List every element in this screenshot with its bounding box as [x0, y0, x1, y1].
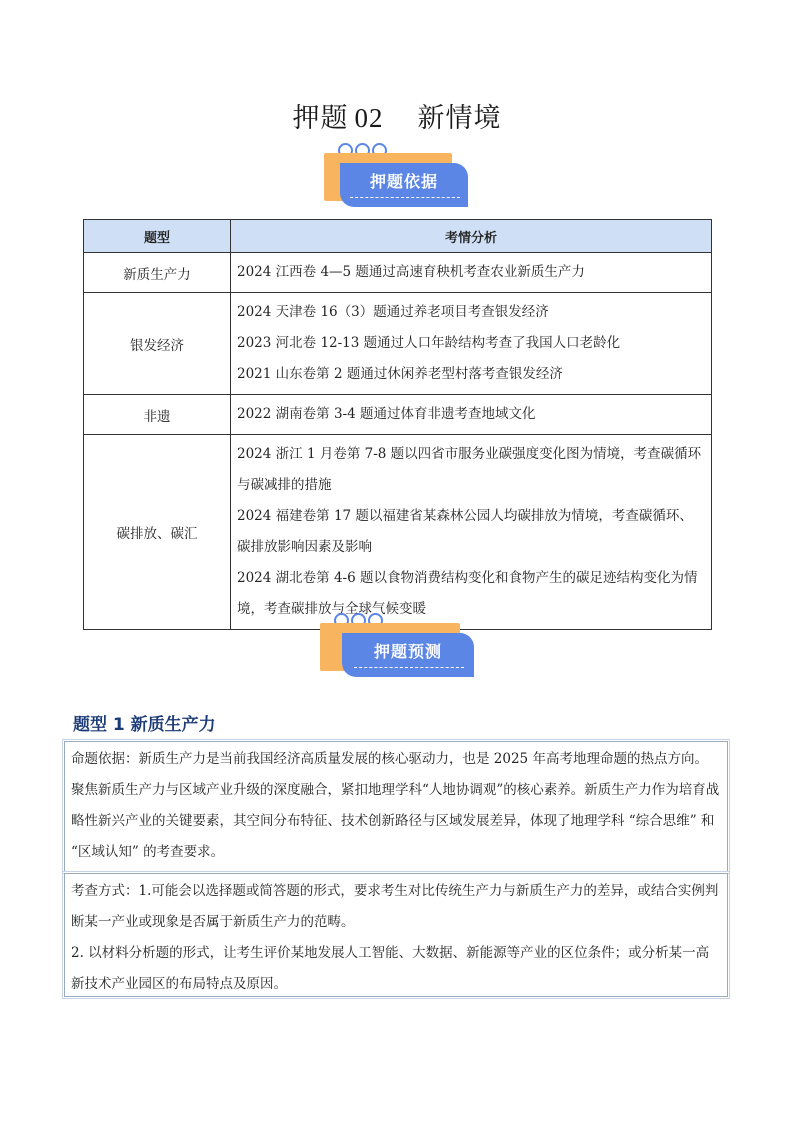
table-row — [84, 253, 712, 293]
exam-method-line: 考查方式：1.可能会以选择题或简答题的形式，要求考生对比传统生产力与新质生产力的差异，或结合实例判断某一产业或现象是否属于新质生产力的范畴。 — [71, 883, 719, 930]
exam-method-box — [64, 873, 728, 997]
analysis-line: 2024 江西卷 4—5 题通过高速育秧机考查农业新质生产力 — [237, 264, 585, 280]
analysis-line: 2022 湖南卷第 3-4 题通过体育非遗考查地域文化 — [237, 406, 536, 422]
table-row — [84, 395, 712, 435]
analysis-line: 2024 湖北卷第 4-6 题以食物消费结构变化和食物产生的碳足迹结构变化为情境，考查碳排放与全球气候变暖 — [237, 570, 698, 617]
proposition-basis-box — [64, 741, 728, 872]
row-type: 碳排放、碳汇 — [84, 435, 231, 630]
analysis-line: 2023 河北卷 12-13 题通过人口年龄结构考查了我国人口老龄化 — [237, 335, 621, 351]
row-analysis — [231, 293, 712, 395]
row-type: 银发经济 — [84, 293, 231, 395]
row-analysis — [231, 435, 712, 630]
row-analysis — [231, 395, 712, 435]
basis-badge — [324, 143, 484, 215]
table-row — [84, 435, 712, 630]
forecast-badge — [320, 613, 480, 685]
proposition-basis-text: 命题依据：新质生产力是当前我国经济高质量发展的核心驱动力，也是 2025 年高考地理命题的热点方向。聚焦新质生产力与区域产业升级的深度融合，紧扣地理学科“人地协调观”的核心素养。新质生产力作为培育战略性新兴产业的关键要素，其空间分布特征、技术创新路径与区域发展差异，体现了地理学科 “综合思维” 和 “区域认知” 的考查要求。 — [71, 751, 720, 860]
title-prefix: 押题 — [292, 103, 349, 134]
analysis-line: 2024 福建卷第 17 题以福建省某森林公园人均碳排放为情境，考查碳循环、碳排放影响因素及影响 — [237, 508, 693, 555]
table-header-row — [84, 220, 712, 253]
forecast-badge-label: 押题预测 — [342, 633, 474, 677]
analysis-line: 2024 浙江 1 月卷第 7-8 题以四省市服务业碳强度变化图为情境，考查碳循环与碳减排的措施 — [237, 446, 702, 493]
table-row — [84, 293, 712, 395]
table-header-analysis: 考情分析 — [231, 220, 712, 253]
analysis-line: 2024 天津卷 16（3）题通过养老项目考查银发经济 — [237, 304, 549, 320]
page-title — [0, 96, 794, 135]
basis-badge-label: 押题依据 — [340, 163, 468, 207]
title-number: 02 — [354, 103, 384, 133]
exam-method-line: 2. 以材料分析题的形式，让考生评价某地发展人工智能、大数据、新能源等产业的区位条件；或分析某一高新技术产业园区的布局特点及原因。 — [71, 945, 710, 992]
row-analysis — [231, 253, 712, 293]
section-heading: 题型 1 新质生产力 — [73, 715, 216, 735]
title-topic: 新情境 — [417, 103, 502, 134]
analysis-line: 2021 山东卷第 2 题通过休闲养老型村落考查银发经济 — [237, 366, 563, 382]
table-header-type: 题型 — [84, 220, 231, 253]
row-type: 非遗 — [84, 395, 231, 435]
row-type: 新质生产力 — [84, 253, 231, 293]
basis-table — [83, 219, 712, 630]
